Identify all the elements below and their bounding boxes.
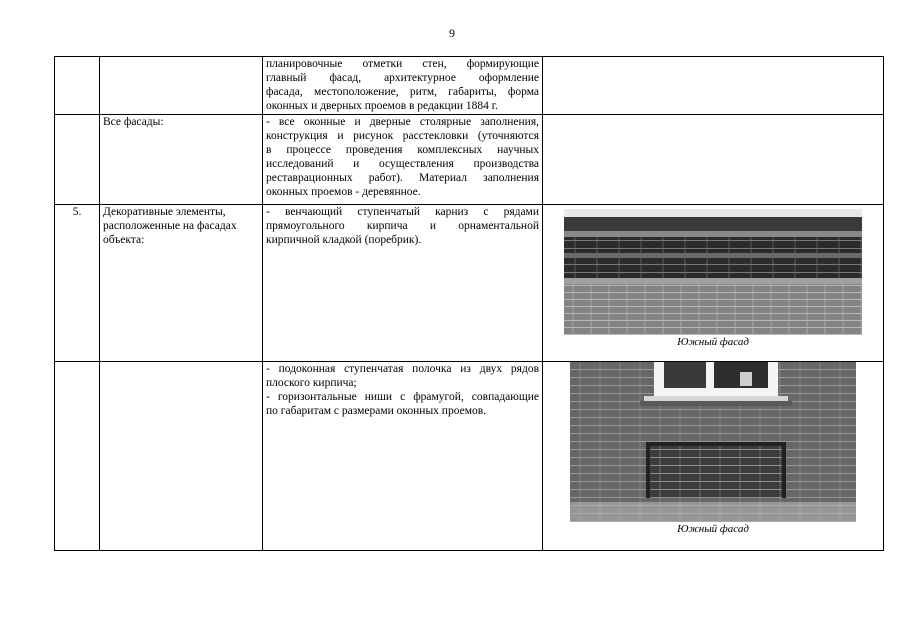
description-cell (263, 115, 543, 205)
row-number-cell (55, 57, 100, 115)
description-line: - все оконные и дверные столярные заполнения, (266, 116, 539, 128)
cornice-photo (564, 209, 862, 335)
photo-cell (543, 362, 884, 551)
description-line: оконных и дверных проемов в редакции 1884 г. (266, 100, 499, 112)
photo-cell (543, 115, 884, 205)
table-row (55, 362, 884, 551)
description-line: планировочные отметки стен, формирующие (266, 58, 539, 70)
description-line: плоского кирпича; (266, 377, 357, 389)
description-line: в процессе проведения комплексных научных (266, 144, 539, 156)
description-line: главный фасад, архитектурное оформление (266, 72, 539, 84)
description-cell (263, 362, 543, 551)
description-line: кирпичной кладкой (поребрик). (266, 234, 422, 246)
description-line: - венчающий ступенчатый карниз с рядами (266, 206, 539, 218)
window-sill-photo (570, 362, 856, 522)
page-number: 9 (449, 26, 455, 40)
element-name-line: расположенные на фасадах (103, 220, 237, 232)
description-line: - горизонтальные ниши с фрамугой, совпадающие (266, 391, 539, 403)
description-line: прямоугольного кирпича и орнаментальной (266, 220, 539, 232)
element-name-line: объекта: (103, 234, 145, 246)
description-line: по габаритам с размерами оконных проемов. (266, 405, 487, 417)
element-name-cell (100, 362, 263, 551)
element-name-cell (100, 57, 263, 115)
description-line: исследований и осуществления производства (266, 158, 539, 170)
element-name-line: Декоративные элементы, (103, 206, 226, 218)
photo-cell (543, 57, 884, 115)
description-line: конструкция и рисунок расстекловки (уточняются (266, 130, 539, 142)
description-line: оконных проемов - деревянное. (266, 186, 421, 198)
description-line: - подоконная ступенчатая полочка из двух рядов (266, 363, 539, 375)
table-row (55, 115, 884, 205)
heritage-elements-table (54, 56, 884, 551)
table-row (55, 57, 884, 115)
row-number-cell (55, 115, 100, 205)
photo-caption: Южный фасад (677, 336, 749, 348)
description-cell (263, 205, 543, 362)
photo-caption: Южный фасад (677, 523, 749, 535)
photo-cell (543, 205, 884, 362)
element-name-cell (100, 205, 263, 362)
element-name-cell: Все фасады: (100, 115, 263, 205)
table-row (55, 205, 884, 362)
row-number-cell (55, 362, 100, 551)
description-line: реставрационных работ). Материал заполнения (266, 172, 539, 184)
description-cell (263, 57, 543, 115)
row-number-cell: 5. (55, 205, 100, 362)
description-line: фасада, местоположение, ритм, габариты, форма (266, 86, 539, 98)
